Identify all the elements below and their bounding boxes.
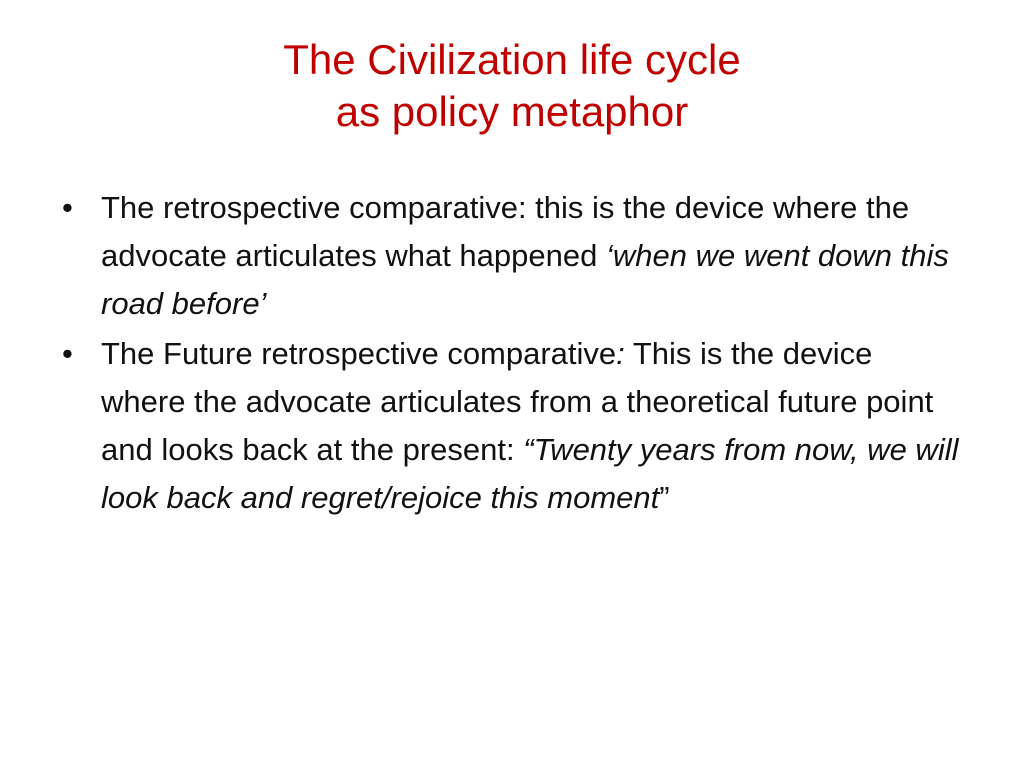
bullet-text: The Future retrospective comparative xyxy=(101,336,617,371)
bullet-list xyxy=(62,184,962,524)
bullet-italic-quote: “Twenty years from now, we will look back and regret/rejoice this moment xyxy=(101,432,959,515)
bullet-icon: • xyxy=(62,336,73,371)
bullet-item-future-retrospective xyxy=(62,330,962,522)
bullet-closing-quote: ” xyxy=(659,480,670,515)
slide-title xyxy=(60,34,964,138)
bullet-italic-colon: : xyxy=(616,336,625,371)
bullet-text-continued: This is the device where the advocate articulates from a theoretical future point and looks back at the present: xyxy=(101,336,934,467)
bullet-icon: • xyxy=(62,190,73,225)
bullet-item-retrospective xyxy=(62,184,962,328)
bullet-italic-quote: ‘when we went down this road before’ xyxy=(101,238,949,321)
title-line-1: The Civilization life cycle xyxy=(283,36,741,83)
bullet-text: The retrospective comparative: this is the device where the advocate articulates what happened xyxy=(101,190,910,273)
title-line-2: as policy metaphor xyxy=(335,88,689,135)
